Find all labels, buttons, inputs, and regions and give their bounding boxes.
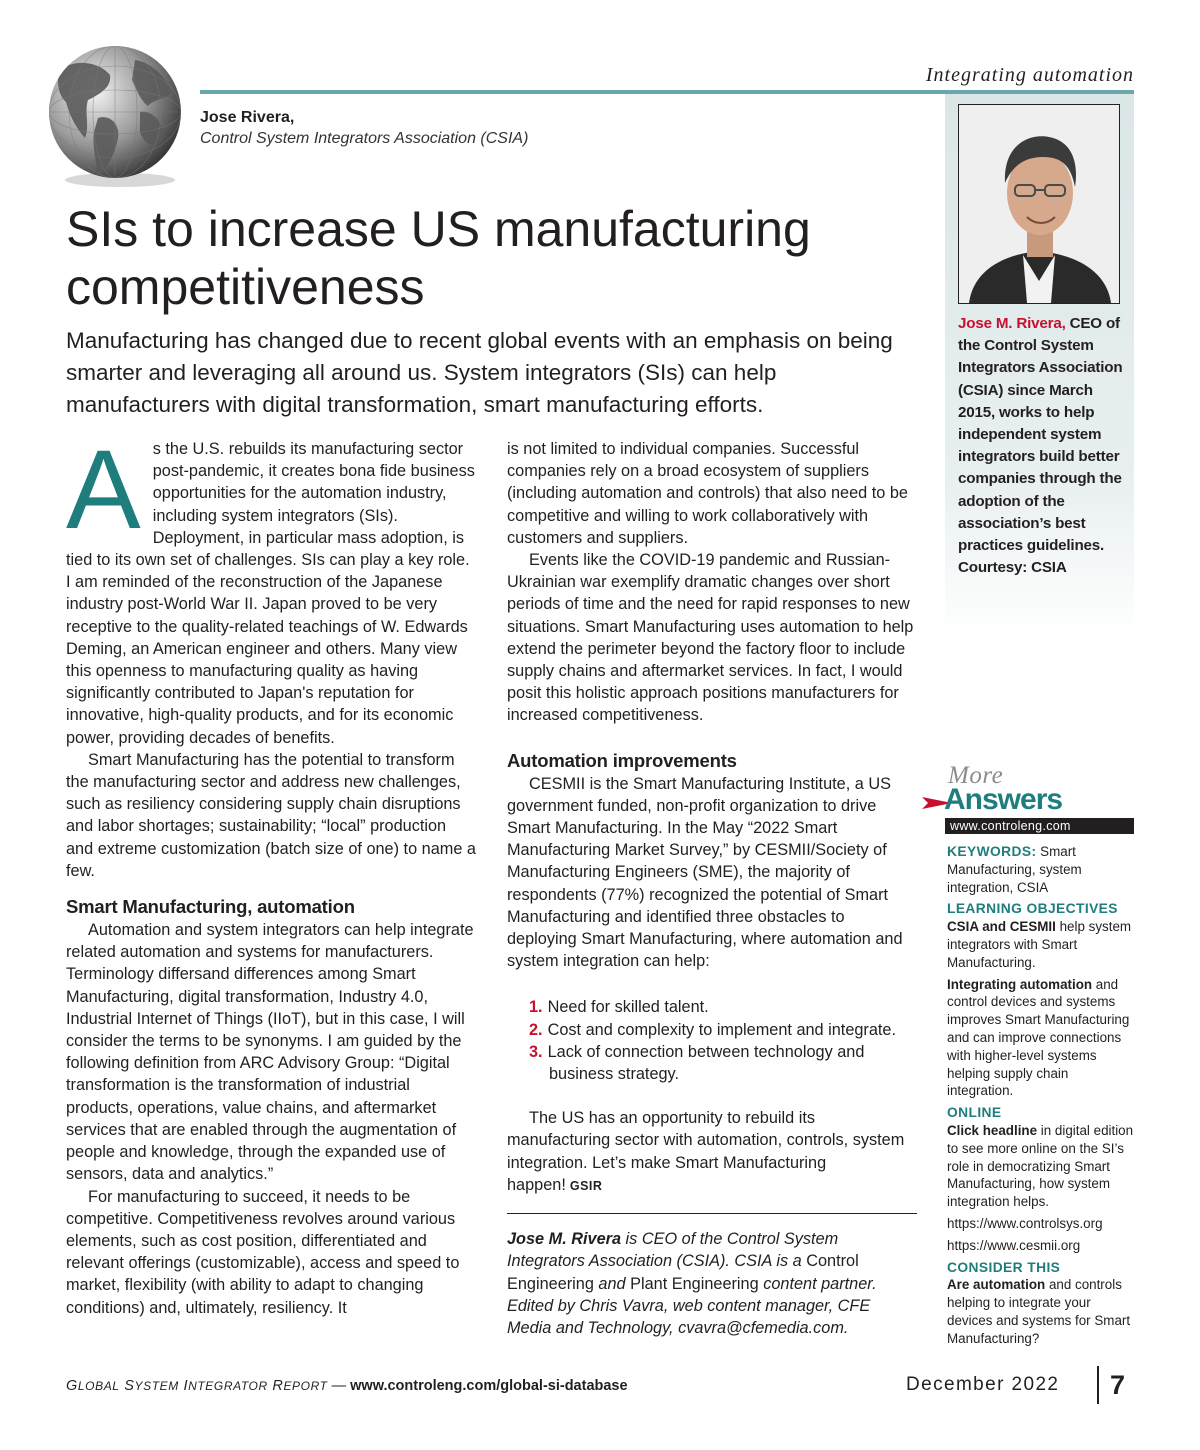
learning-objectives-heading: LEARNING OBJECTIVES (947, 901, 1118, 917)
page-number: 7 (1110, 1370, 1126, 1400)
online-heading: ONLINE (947, 1105, 1002, 1121)
consider-text: Are automation and controls helping to integrate your devices and systems for Smart Manufacturing? (947, 1277, 1131, 1346)
paragraph: CESMII is the Smart Manufacturing Institute, a US government funded, non-profit organization to drive Smart Manufacturing. In the May “2022 Smart Manufacturing Market Survey,” by CESMII/Society of Manufacturing Engineers (SME), the majority of respondents (77%) recognized the potential of Smart Manufacturing and identified three obstacles to deploying Smart Manufacturing, where automation and system integration can help: (507, 774, 903, 971)
paragraph: is not limited to individual companies. Successful companies rely on a broad ecosystem of suppliers (including automation and controls) that also need to be competitive and willing to work collaboratively with customers and suppliers. (507, 440, 908, 547)
learning-objective: Integrating automation and control devices and systems improves Smart Manufacturing and can improve connections with higher-level systems helping supply chain integration. (947, 976, 1130, 1099)
list-item: 3. Lack of connection between technology and business strategy. (529, 1042, 865, 1084)
byline-org: Control System Integrators Association (CSIA) (200, 130, 529, 147)
section-tag: Integrating automation (925, 64, 1134, 86)
drop-cap: A (66, 427, 141, 552)
online-link[interactable]: https://www.cesmii.org (947, 1237, 1081, 1253)
paragraph: Events like the COVID-19 pandemic and Russian-Ukrainian war exemplify dramatic changes over short periods of time and the need for rapid responses to new situations. Smart Manufacturing uses automation to help extend the perimeter beyond the factory floor to include supply chains and aftermarket services. In fact, I would posit this holistic approach positions manufacturers for increased competitiveness. (507, 551, 914, 725)
more-answers-answers: Answers (944, 783, 1063, 816)
article-headline[interactable]: SIs to increase US manufacturing competitiveness (66, 201, 811, 315)
body-column-right (507, 438, 917, 1339)
list-item: 1. Need for skilled talent. (529, 998, 709, 1017)
author-bio: Jose M. Rivera is CEO of the Control System Integrators Association (CSIA). CSIA is a Control Engineering and Plant Engineering content partner. Edited by Chris Vavra, web content manager, CFE Media and Technology, cvavra@cfemedia.com. (507, 1230, 877, 1337)
portrait-photo (958, 104, 1120, 304)
online-text: Click headline in digital edition to see more online on the SI’s role in democratizing Smart Manufacturing, how system integration helps. (947, 1122, 1134, 1210)
more-answers-more: More (948, 762, 1004, 789)
keywords: KEYWORDS: Smart Manufacturing, system integration, CSIA (947, 844, 1082, 895)
learning-objective: CSIA and CESMII help system integrators with Smart Manufacturing. (947, 919, 1132, 970)
site-url[interactable]: www.controleng.com (945, 818, 1134, 834)
consider-heading: CONSIDER THIS (947, 1259, 1061, 1275)
obstacle-list (507, 996, 917, 1085)
globe-icon (40, 40, 190, 190)
subhead: Automation improvements (507, 749, 737, 771)
footer-divider (1097, 1366, 1099, 1404)
byline-name: Jose Rivera, (200, 109, 295, 126)
paragraph: Smart Manufacturing has the potential to transform the manufacturing sector and address new challenges, such as resiliency considering supply chain disruptions and labor shortages; sustainability; “local” production and extreme customization (batch size of one) to name a few. (66, 750, 476, 880)
end-mark: GSIR (569, 1178, 603, 1193)
paragraph: For manufacturing to succeed, it needs to be competitive. Competitiveness revolves around various elements, such as cost position, differentiated and relevant offerings (customizable), access and speed to market, flexibility (with ability to adapt to changing conditions) and, ultimately, resiliency. It (66, 1187, 460, 1317)
paragraph: Automation and system integrators can help integrate related automation and systems for manufacturers. Terminology differsand differences among Smart Manufacturing, digital transformation, Industry 4.0, Industrial Internet of Things (IIoT), but in this case, I will consider the terms to be synonyms. I am guided by the following definition from ARC Advisory Group: “Digital transformation is the transformation of industrial products, operations, value chains, and aftermarket services that are enabled through the augmentation of people and knowledge, through the expanded use of sensors, data and analytics.” (66, 921, 474, 1184)
article-deck: Manufacturing has changed due to recent global events with an emphasis on being smarter and leveraging all around us. System integrators (SIs) can help manufacturers with digital transformation, smart manufacturing efforts. (66, 328, 893, 417)
body-column-left (66, 427, 476, 1319)
footer-date: December 2022 (906, 1374, 1060, 1395)
footer-url[interactable]: www.controleng.com/global-si-database (350, 1378, 628, 1394)
more-answers-box (947, 843, 1137, 1352)
footer-publication: GLOBAL SYSTEM INTEGRATOR REPORT — www.controleng.com/global-si-database (66, 1378, 628, 1394)
paragraph: As the U.S. rebuilds its manufacturing sector post-pandemic, it creates bona fide business opportunities for the automation industry, including system integrators (SIs). Deployment, in particular mass adoption, is tied to its own set of challenges. SIs can play a key role. I am reminded of the reconstruction of the Japanese industry post-World War II. Japan proved to be very receptive to the quality-related teachings of W. Edwards Deming, an American engineer and others. Many view this openness to manufacturing quality as having significantly contributed to Japan's reputation for innovative, high-quality products, and for its economic power, providing decades of benefits. (66, 427, 475, 747)
bio-divider (507, 1213, 917, 1214)
paragraph: The US has an opportunity to rebuild its manufacturing sector with automation, controls, system integration. Let’s make Smart Manufacturing happen! GSIR (507, 1109, 905, 1194)
list-item: 2. Cost and complexity to implement and integrate. (529, 1020, 897, 1039)
subhead: Smart Manufacturing, automation (66, 896, 355, 918)
online-link[interactable]: https://www.controlsys.org (947, 1215, 1103, 1231)
photo-caption: Jose M. Rivera, CEO of the Control System Integrators Association (CSIA) since March 2015, works to help independent system integrators build better companies through the adoption of the association’s best practices guidelines. Courtesy: CSIA (958, 315, 1123, 577)
